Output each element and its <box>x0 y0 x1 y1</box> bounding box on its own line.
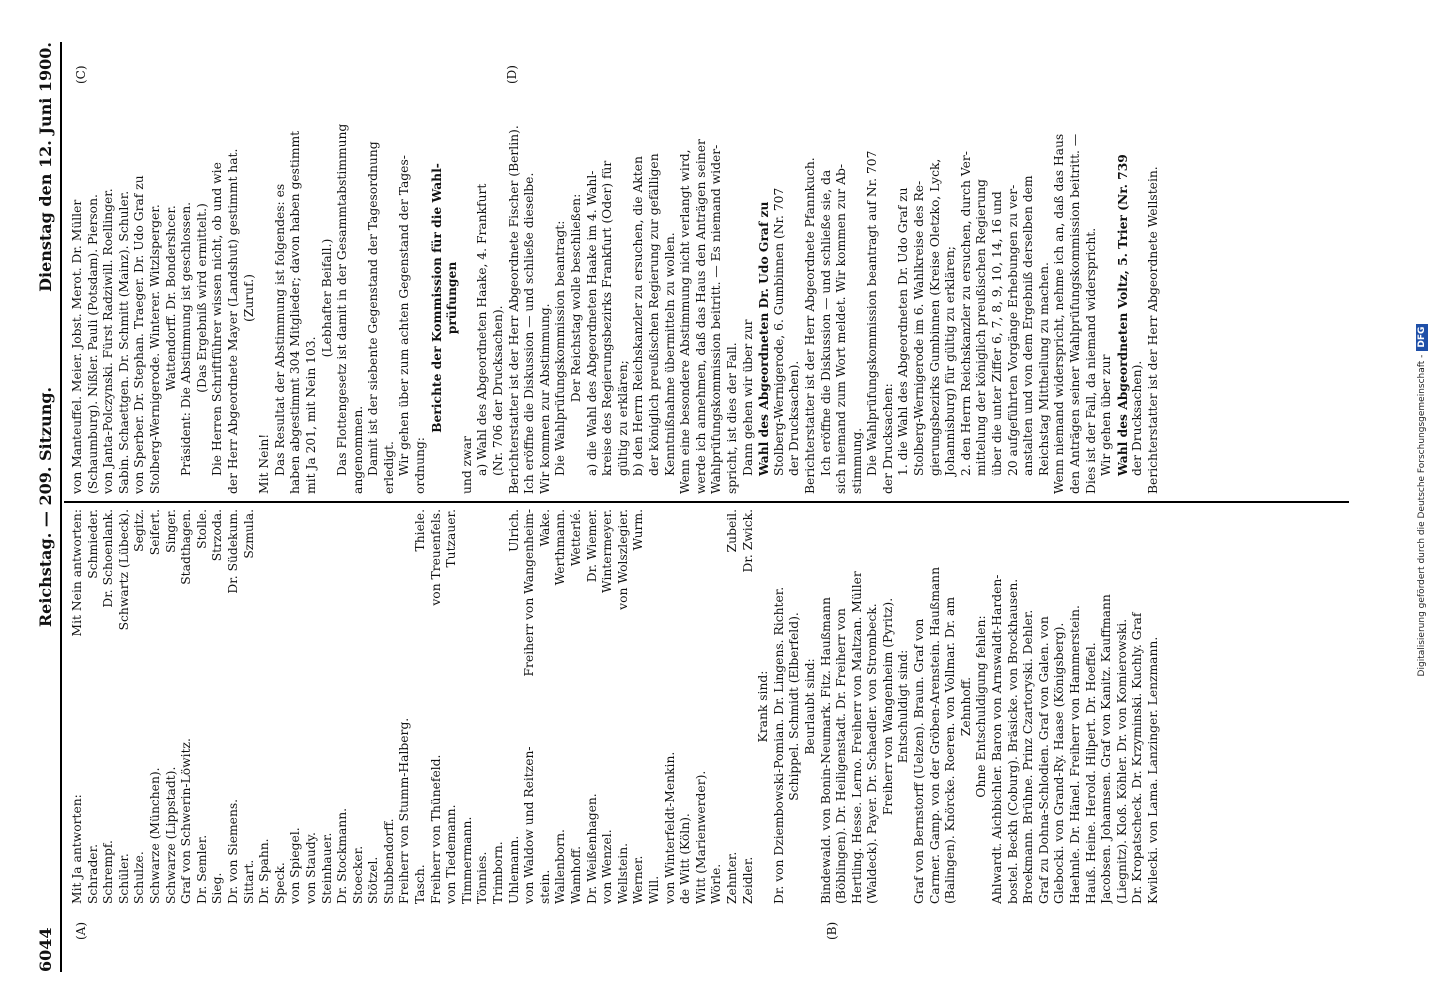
text-line <box>242 509 258 904</box>
vote-yes-entry: Dr. Semler. <box>194 834 209 904</box>
vote-yes-entry: stein. <box>537 869 552 904</box>
vote-yes-entry: Sieg. <box>210 872 225 904</box>
header-rule <box>60 42 62 972</box>
text-line: erledigt. <box>381 441 396 494</box>
text-line: von Sperber. Dr. Stephan. Traeger. Dr. Udo Graf zu <box>132 175 147 494</box>
text-line: von Winterfeldt-Menkin. <box>662 751 677 904</box>
text-line: Wattendorff. Dr. Bondershcer. <box>163 205 178 391</box>
text-line: Wenn eine besondere Abstimmung nicht verlangt wird, <box>678 149 693 494</box>
margin-marker-a: (A) <box>74 921 88 940</box>
vote-yes-entry: von Waldow und Reitzen- <box>522 746 537 904</box>
text-line: a) die Wahl des Abgeordneten Haake im 4. Wahl- <box>584 170 599 476</box>
vote-no-entry: Wake. <box>537 509 552 547</box>
text-line: Jacobsen. Johannsen. Graf von Kanitz. Kauffmann <box>1099 594 1114 904</box>
page-header <box>30 42 62 972</box>
vote-no-entry: Segitz. <box>132 509 147 552</box>
vote-no-entry: Stadthagen. <box>179 509 194 585</box>
vote-no-entry: Dr. Schoenlank. <box>101 509 116 608</box>
text-line: werde ich annehmen, daß das Haus den Anträgen seiner <box>693 139 708 494</box>
text-line: (Zuruf.) <box>241 274 256 322</box>
text-line: mittelung der königlich preußischen Regierung <box>974 179 989 476</box>
text-line: Wahl des Abgeordneten Dr. Udo Graf zu <box>756 201 772 476</box>
text-line: Stolberg-Wernigerode im 6. Wahlkreise des Re- <box>912 180 927 476</box>
text-line: den Anträgen seiner Wahlprüfungskommission beitritt. — <box>1068 133 1082 494</box>
text-line: Beurlaubt sind: <box>802 658 817 755</box>
text-line: Berichterstatter ist der Herr Abgeordnete Wellstein. <box>1145 166 1160 494</box>
text-line <box>101 509 117 904</box>
vote-no-entry: Wurm. <box>631 509 646 551</box>
text-line: Ich eröffne die Diskussion — und schließe dieselbe. <box>522 172 537 494</box>
vote-no-entry: Dr. Südekum. <box>225 509 240 594</box>
vote-no-entry: Freiherr von Wangenheim- <box>522 509 537 677</box>
vote-no-entry: von Treuenfels. <box>428 509 443 606</box>
text-line: kreise des Regierungsbezirks Frankfurt (Oder) für <box>600 160 615 476</box>
text-line: (Liegnitz). Kloß. Köhler. Dr. von Komierowski. <box>1114 618 1129 904</box>
text-line: Die Herren Schriftführer wissen nicht, ob und wie <box>210 162 225 476</box>
margin-marker-d: (D) <box>505 65 519 84</box>
text-line <box>741 509 757 904</box>
text-line: Mit Nein! <box>257 433 272 494</box>
vote-yes-entry: Schrader. <box>85 843 100 904</box>
text-line: Ich eröffne die Diskussion — und schließe sie, da <box>818 169 833 476</box>
text-line: Wir kommen zur Abstimmung. <box>537 303 552 494</box>
left-column <box>70 509 1350 904</box>
vote-no-entry: Strzoda. <box>210 509 225 562</box>
text-line: Dies ist der Fall, da niemand widerspricht. <box>1083 227 1098 494</box>
page-number: 6044 <box>36 927 55 972</box>
text-line: Berichterstatter ist der Herr Abgeordnete Pfannkuch. <box>802 157 817 494</box>
text-line: gierungsbezirks Gumbinnen (Kreise Oletzko, Lyck, <box>927 158 942 476</box>
text-line: (Böblingen). Dr. Heiligenstadt. Dr. Freiherr von <box>834 608 849 904</box>
dfg-logo: DFG <box>1416 324 1428 351</box>
text-line: angenommen. <box>350 405 365 494</box>
text-line: Sabin. Schaettgen. Dr. Schmitt (Mainz). Schuler. <box>116 190 131 494</box>
text-line: Carmer. Gamp. von der Gröben-Arenstein. Haußmann <box>927 566 942 904</box>
vote-yes-entry: Zeidler. <box>740 856 755 904</box>
text-line: Damit ist der siebente Gegenstand der Tagesordnung <box>366 141 381 476</box>
text-line: Wir gehen über zum achten Gegenstand der Tages- <box>397 155 412 476</box>
text-line: Freiherr von Stumm-Halberg. <box>397 717 412 904</box>
text-line: sich niemand zum Wort meldet. Wir kommen zur Ab- <box>834 164 849 494</box>
text-line: (Schaumburg). Nißler. Pauli (Potsdam). Pierson. <box>85 194 100 494</box>
vote-yes-entry: Zehnter. <box>724 851 739 904</box>
text-line: Kwilecki. von Lama. Lanzinger. Lenzmann. <box>1145 636 1160 904</box>
text-line: bostel. Beckh (Coburg). Bräsicke. von Brockhausen. <box>1005 578 1020 904</box>
text-line: Entschuldigt sind: <box>896 649 911 764</box>
session-date: Dienstag den 12. Juni 1900. <box>36 42 55 292</box>
text-line: 1. die Wahl des Abgeordneten Dr. Udo Graf zu <box>896 187 911 476</box>
text-line <box>600 509 616 904</box>
text-line <box>538 509 554 904</box>
text-line: Hauß. Heine. Herold. Hilpert. Dr. Hoeffel. <box>1083 642 1098 904</box>
text-line: von Staudy. <box>303 832 318 904</box>
text-line: Wir gehen über zur <box>1099 354 1114 476</box>
text-line: Wahl des Abgeordneten Voltz, 5. Trier (Nr. 739 <box>1114 154 1130 476</box>
column-divider <box>64 502 1349 504</box>
vote-yes-entry: Dr. von Siemens. <box>225 798 240 904</box>
vote-no-entry: Mit Nein antworten: <box>70 509 84 637</box>
text-line: Kenntnißnahme übermitteln zu wollen. <box>662 232 677 476</box>
text-line: Dr. Kropatscheck. Dr. Krzyminski. Kuchly. Graf <box>1130 612 1145 904</box>
text-line <box>631 509 647 904</box>
text-line: Graf von Bernstorff (Uelzen). Braun. Graf von <box>912 618 927 904</box>
text-line: prüfungen <box>444 261 460 335</box>
text-line: Wahlprüfungskommission beitritt. — Es niemand wider- <box>709 144 724 494</box>
vote-no-entry: Seifert. <box>147 509 162 556</box>
vote-no-entry: Stolle. <box>194 509 209 549</box>
text-line: b) den Herrn Reichskanzler zu ersuchen, die Akten <box>631 156 646 476</box>
text-line: ordnung: <box>413 437 428 494</box>
text-line: Dr. Stockmann. <box>335 807 350 904</box>
text-line: der Drucksachen: <box>880 383 895 494</box>
text-line <box>413 509 429 904</box>
text-line: a) Wahl des Abgeordneten Haake, 4. Frankfurt <box>475 183 490 476</box>
text-line <box>195 509 211 904</box>
text-line: der Drucksachen). <box>787 360 802 476</box>
text-line: von Spiegel. <box>288 827 303 904</box>
text-line: (Lebhafter Beifall.) <box>319 238 334 358</box>
vote-no-entry: Ulrich. <box>506 509 521 552</box>
text-line: (Balingen). Knörcke. Roeren. von Vollmar. Dr. am <box>943 596 958 904</box>
text-line: von Manteuffel. Meier. Jobst. Merot. Dr. Müller <box>70 199 84 494</box>
text-line <box>164 509 180 904</box>
vote-yes-entry: Wellstein. <box>615 842 630 904</box>
text-line: Berichterstatter ist der Herr Abgeordnete Fischer (Berlin). <box>506 125 521 494</box>
vote-no-entry: Schwartz (Lübeck). <box>116 509 131 631</box>
text-line: Steinhauer. <box>319 832 334 904</box>
vote-yes-entry: Werner. <box>631 855 646 904</box>
text-line: der königlich preußischen Regierung zur gefälligen <box>646 153 661 476</box>
text-line: 2. den Herrn Reichskanzler zu ersuchen, durch Ver- <box>958 151 973 476</box>
text-line: gültig zu erklären; <box>615 360 630 476</box>
text-line: (Waldeck). Payer. Dr. Schaedler. von Strombeck. <box>865 603 880 904</box>
text-line: (Nr. 706 der Drucksachen). <box>491 305 506 476</box>
vote-no-entry: Schmieder. <box>85 509 100 579</box>
text-line <box>429 509 445 904</box>
text-line <box>132 509 148 904</box>
vote-no-entry: von Wolszlegier. <box>615 509 630 610</box>
text-line <box>522 509 538 904</box>
text-line: Wenn niemand widerspricht, nehme ich an, daß das Haus <box>1052 133 1067 494</box>
vote-yes-entry: Sittart. <box>241 859 256 904</box>
text-line: Die Wahlprüfungskommission beantragt: <box>553 220 568 476</box>
text-line: 20 aufgeführten Vorgänge Erhebungen zu ver- <box>1005 184 1020 476</box>
text-line: Johannisburg) für gültig zu erklären; <box>943 246 958 476</box>
vote-yes-entry: von Tiedemann. <box>444 804 459 904</box>
vote-yes-entry: Mit Ja antworten: <box>70 794 84 904</box>
vote-no-entry: Dr. Zwick. <box>740 509 755 573</box>
vote-yes-entry: Schrempf. <box>101 840 116 904</box>
text-line <box>70 509 86 904</box>
margin-marker-c: (C) <box>74 65 88 84</box>
text-line: anstalten und von dem Ergebniß derselben dem <box>1021 175 1036 476</box>
text-line: (Das Ergebniß wird ermittelt.) <box>194 203 209 393</box>
vote-yes-entry: Schwarze (München). <box>147 767 162 904</box>
right-column <box>70 102 1350 494</box>
text-line: Schippel. Schmidt (Elberfeld). <box>787 612 802 801</box>
text-line <box>569 509 585 904</box>
vote-no-entry: Tutzauer. <box>444 509 459 568</box>
text-line <box>616 509 632 904</box>
vote-yes-entry: Schulze. <box>132 851 147 904</box>
vote-no-entry: Wetterlé. <box>569 509 583 567</box>
text-line: Broekmann. Brühne. Prinz Czartoryski. Dehler. <box>1021 609 1036 904</box>
text-line: und zwar <box>459 436 474 494</box>
text-line: Dr. Spahn. <box>257 838 272 904</box>
text-line: Krank sind: <box>756 670 771 743</box>
text-line: Dann gehen wir über zur <box>740 319 755 476</box>
text-line <box>444 509 460 904</box>
vote-yes-entry: Schwarze (Lippstadt). <box>163 766 178 904</box>
text-line: Witt (Marienwerder). <box>693 770 708 904</box>
text-line: über die unter Ziffer 6, 7, 8, 9, 10, 14, 16 und <box>990 191 1005 476</box>
text-line: Haehnle. Dr. Hänel. Freiherr von Hammerstein. <box>1068 605 1082 904</box>
text-line <box>148 509 164 904</box>
text-line: Berichte der Kommission für die Wahl- <box>428 163 444 433</box>
text-line: stimmung. <box>849 427 864 494</box>
text-line: Präsident: Die Abstimmung ist geschlossen. <box>179 201 194 476</box>
text-line: Ahlwardt. Aichbichler. Baron von Arnswaldt-Harden- <box>990 574 1005 904</box>
text-line <box>226 509 242 904</box>
text-line: Dr. von Dziembowski-Pomian. Dr. Lingens. Richter. <box>771 586 786 904</box>
credit-text: Digitalisierung gefördert durch die Deutsche Forschungsgemeinschaft - <box>1417 354 1427 677</box>
vote-no-entry: Zubeil. <box>724 509 739 553</box>
text-line: Die Wahlprüfungskommission beantragt auf Nr. 707 <box>865 150 880 476</box>
vote-no-entry: Wintermeyer. <box>600 509 615 593</box>
text-line: Das Flottengesetz ist damit in der Gesammtabstimmung <box>335 123 350 476</box>
text-line: Bindewald. von Bonin-Neumark. Fitz. Haußmann <box>818 597 833 904</box>
text-line: Graf zu Dohna-Schlodien. Graf von Galen. von <box>1036 616 1051 904</box>
text-line: Glebocki. von Grand-Ry. Haase (Königsberg). <box>1052 622 1067 904</box>
text-line: Ohne Entschuldigung fehlen: <box>974 615 989 798</box>
vote-no-entry: Szmula. <box>241 509 256 559</box>
text-line <box>507 509 523 904</box>
vote-yes-entry: Wamhoff. <box>569 845 583 904</box>
vote-yes-entry: Schüler. <box>116 853 131 904</box>
text-line <box>179 509 195 904</box>
text-line: Stolberg-Wernigerode, 6. Gumbinnen (Nr. 707 <box>771 187 786 476</box>
vote-no-entry: Werthmann. <box>553 509 568 586</box>
vote-yes-entry: Tasch. <box>413 864 428 904</box>
vote-yes-entry: Graf von Schwerin-Löwitz. <box>179 738 194 904</box>
vote-yes-entry: Freiherr von Thünefeld. <box>428 754 443 904</box>
vote-yes-entry: Dr. Weißenhagen. <box>584 793 599 904</box>
text-line: Stubbendorff. <box>381 818 396 904</box>
vote-no-entry: Thiele. <box>413 509 428 552</box>
text-line: de Witt (Köln). <box>678 813 693 904</box>
text-line: haben abgestimmt 304 Mitglieder; davon haben gestimmt <box>288 130 303 494</box>
text-line: Der Reichstag wolle beschließen: <box>569 193 583 403</box>
text-line <box>553 509 569 904</box>
vote-yes-entry: von Wenzel. <box>600 829 615 904</box>
text-line: Trimborn. <box>491 841 506 904</box>
text-line: von Janta-Polczynski. Fürst Radziwill. Roellinger. <box>101 188 116 494</box>
text-line: Timmermann. <box>459 816 474 904</box>
text-line <box>117 509 133 904</box>
text-line: der Drucksachen). <box>1130 360 1145 476</box>
text-line: Freiherr von Wangenheim (Pyritz). <box>880 597 895 816</box>
text-line: Reichstag Mittheilung zu machen. <box>1036 262 1051 476</box>
text-line: Speck. <box>272 862 287 904</box>
text-line: mit Ja 201, mit Nein 103. <box>303 336 318 494</box>
text-line <box>585 509 601 904</box>
text-line: der Herr Abgeordnete Mayer (Landshut) gestimmt hat. <box>225 148 240 494</box>
text-line: Hertling. Hesse. Lerno. Freiherr von Maltzan. Müller <box>849 571 864 904</box>
text-line <box>86 509 102 904</box>
text-line: Das Resultat der Abstimmung ist folgendes: es <box>272 183 287 476</box>
text-line: Stötzel. <box>366 856 381 904</box>
digitization-credit <box>1410 8 1430 992</box>
vote-no-entry: Singer. <box>163 509 178 553</box>
vote-yes-entry: Uhlemann. <box>506 835 521 904</box>
text-line: Wörle. <box>709 863 724 904</box>
vote-yes-entry: Wallenborn. <box>553 829 568 904</box>
margin-marker-b: (B) <box>825 921 839 940</box>
running-title: Reichstag. — 209. Sitzung. <box>36 386 55 628</box>
text-line: Stoecker. <box>350 845 365 904</box>
vote-no-entry: Dr. Wiemer. <box>584 509 599 583</box>
text-line: spricht, ist dies der Fall. <box>724 342 739 494</box>
text-line: Tönnies. <box>475 851 490 904</box>
text-line: Will. <box>646 875 661 904</box>
text-line: Zehnhoff. <box>958 676 973 737</box>
text-line <box>210 509 226 904</box>
text-line <box>725 509 741 904</box>
text-line: Stolberg-Wernigerode. Winterer. Witzlsperger. <box>147 204 162 494</box>
